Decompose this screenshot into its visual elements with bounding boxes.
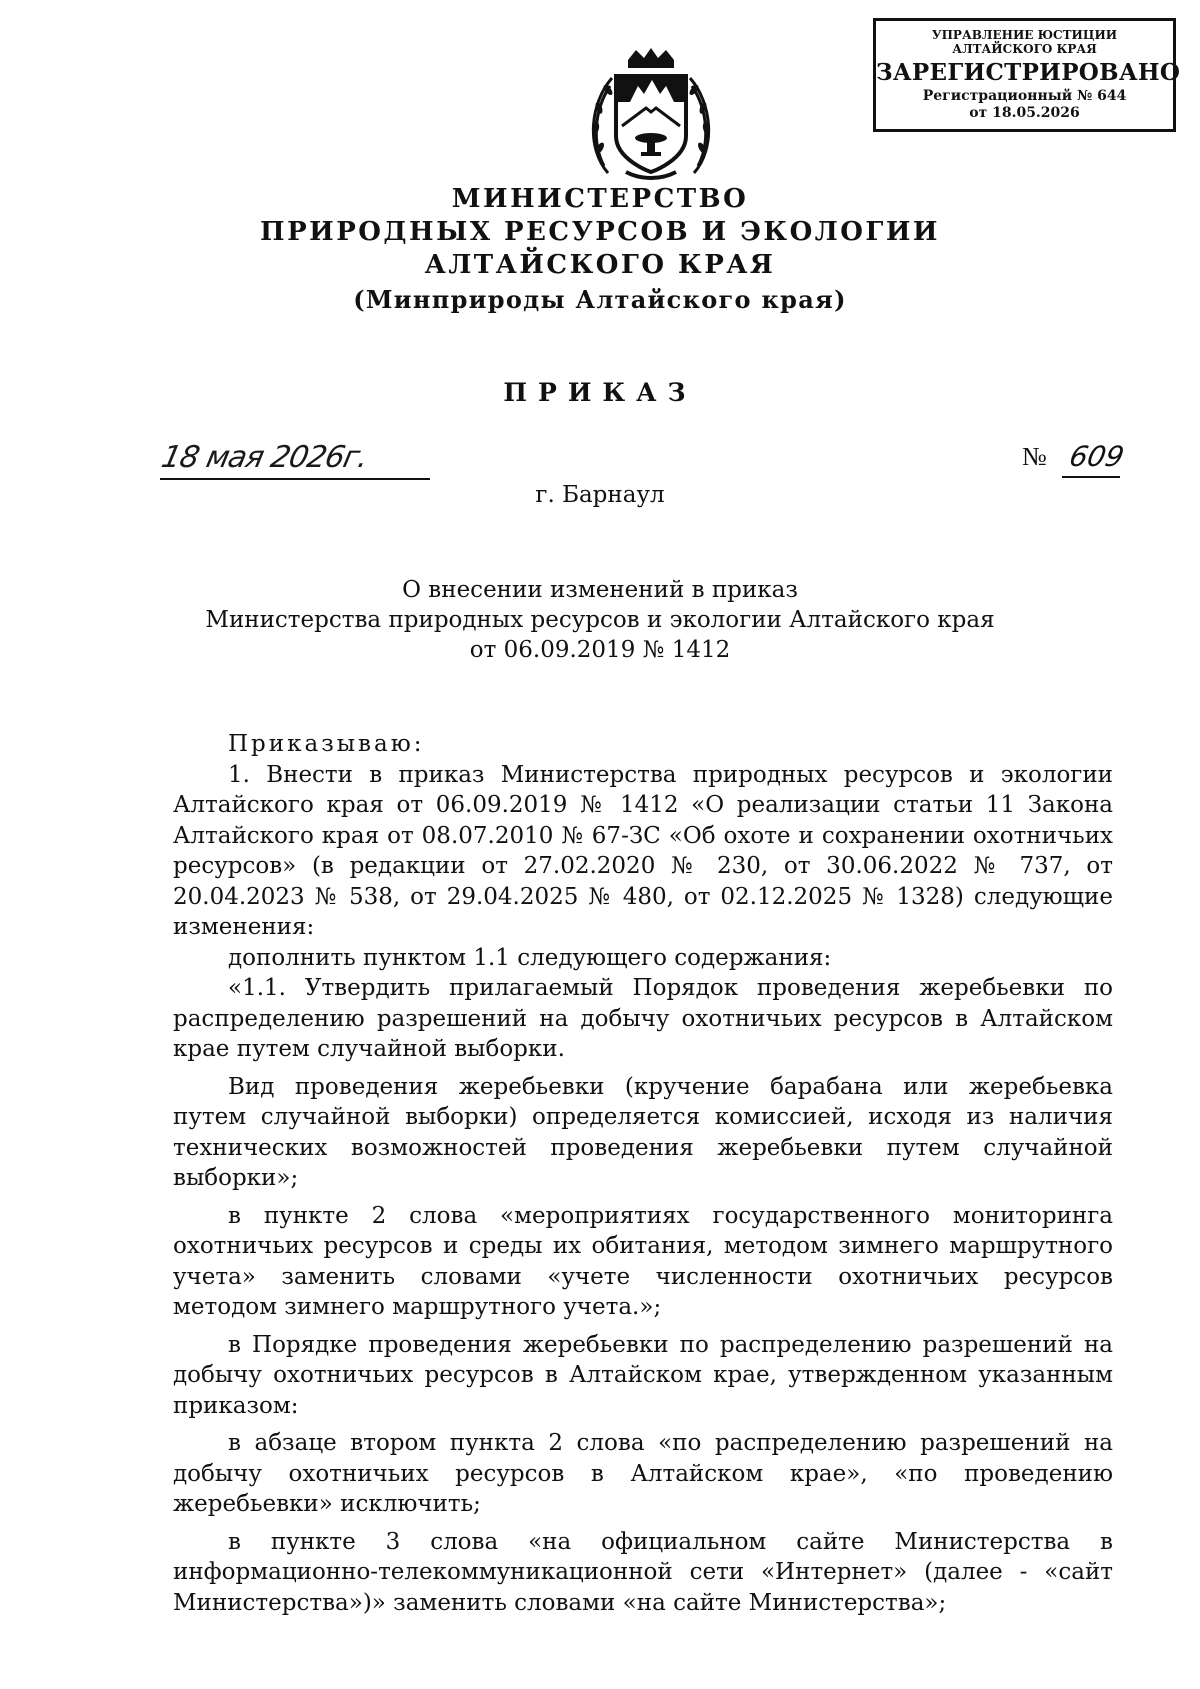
paragraph-7: в абзаце втором пункта 2 слова «по распределению разрешений на добычу охотничьих ресурсов в Алтайском крае», «по проведению жеребьевки» исключить; <box>173 1430 1113 1517</box>
document-body <box>173 729 1113 1618</box>
subject-line3: от 06.09.2019 № 1412 <box>469 637 731 663</box>
paragraph-1: 1. Внести в приказ Министерства природных ресурсов и экологии Алтайского края от 06.09.2019 № 1412 «О реализации статьи 11 Закона Алтайского края от 08.07.2010 № 67-ЗС «Об охоте и сохранении охотничьих ресурсов» (в редакции от 27.02.2020 № 230, от 30.06.2022 № 737, от 20.04.2023 № 538, от 29.04.2025 № 480, от 02.12.2025 № 1328) следующие изменения: <box>173 761 1113 940</box>
paragraph-5: в пункте 2 слова «мероприятиях государственного мониторинга охотничьих ресурсов и среды их обитания, методом зимнего маршрутного учета» заменить словами «учете численности охотничьих ресурсов методом зимнего маршрутного учета.»; <box>173 1202 1113 1320</box>
number-sign: № <box>1022 442 1047 471</box>
order-intro: Приказываю: <box>228 731 425 757</box>
paragraph-2: дополнить пунктом 1.1 следующего содержания: <box>228 944 832 971</box>
registration-stamp <box>873 18 1181 132</box>
paragraph-8: в пункте 3 слова «на официальном сайте Министерства в информационно-телекоммуникационной сети «Интернет» (далее - «сайт Министерства»)» заменить словами «на сайте Министерства»; <box>173 1528 1113 1616</box>
stamp-authority-line2: АЛТАЙСКОГО КРАЯ <box>952 42 1097 56</box>
stamp-reg-number: Регистрационный № 644 <box>922 88 1127 104</box>
handwritten-date: 18 мая 2026г. <box>158 440 371 475</box>
paragraph-4: Вид проведения жеребьевки (кручение барабана или жеребьевка путем случайной выборки) определяется комиссией, исходя из наличия технических возможностей проведения жеребьевки путем случайной выборки»; <box>173 1073 1113 1191</box>
ministry-short-name: (Минприроды Алтайского края) <box>353 285 847 314</box>
subject-line1: О внесении изменений в приказ <box>402 577 798 603</box>
date-underline <box>160 478 430 480</box>
stamp-authority-line1: УПРАВЛЕНИЕ ЮСТИЦИИ <box>931 28 1118 42</box>
paragraph-3: «1.1. Утвердить прилагаемый Порядок проведения жеребьевки по распределению разрешений на добычу охотничьих ресурсов в Алтайском крае путем случайной выборки. <box>173 975 1113 1062</box>
number-underline <box>1062 476 1120 478</box>
stamp-reg-date: от 18.05.2026 <box>969 105 1080 121</box>
altai-krai-coat-of-arms-icon <box>586 48 716 188</box>
ministry-title-line3: АЛТАЙСКОГО КРАЯ <box>424 250 776 280</box>
subject-line2: Министерства природных ресурсов и экологии Алтайского края <box>205 607 995 633</box>
document-subject <box>0 575 1200 665</box>
paragraph-6: в Порядке проведения жеребьевки по распределению разрешений на добычу охотничьих ресурсов в Алтайском крае, утвержденном указанным приказом: <box>173 1331 1113 1419</box>
ministry-title-line2: ПРИРОДНЫХ РЕСУРСОВ И ЭКОЛОГИИ <box>260 217 940 247</box>
handwritten-number: 609 <box>1066 440 1127 473</box>
ministry-title-line1: МИНИСТЕРСТВО <box>451 184 749 214</box>
stamp-status: ЗАРЕГИСТРИРОВАНО <box>876 59 1181 86</box>
city: г. Барнаул <box>535 482 665 508</box>
document-type: ПРИКАЗ <box>503 378 697 407</box>
